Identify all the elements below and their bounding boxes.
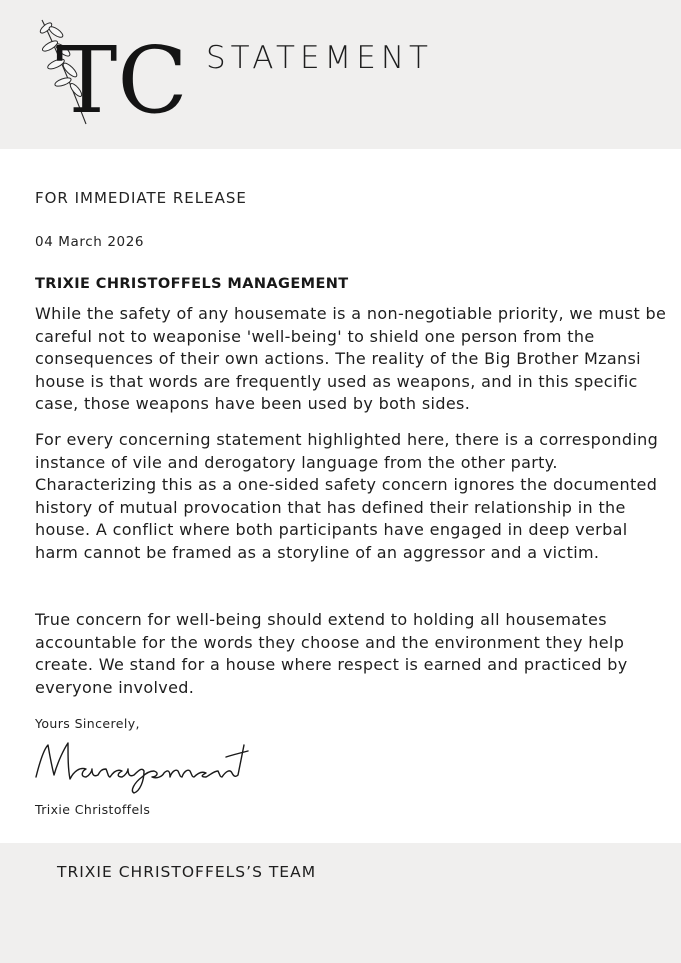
leaf-branch-icon bbox=[34, 12, 188, 134]
release-date: 04 March 2026 bbox=[35, 234, 145, 250]
signature bbox=[30, 731, 255, 799]
release-label: FOR IMMEDIATE RELEASE bbox=[35, 189, 247, 207]
paragraph-2: For every concerning statement highlighted here, there is a corresponding instance of vile and derogatory language from the other party. Characterizing this as a one-sided safety concern ignores the documented history of mutual provocation that has defined their relationship in the house. A conflict where both participants have engaged in deep verbal harm cannot be framed as a storyline of an aggressor and a victim. bbox=[35, 430, 659, 562]
monogram-logo bbox=[34, 12, 188, 134]
footer-band bbox=[0, 843, 681, 963]
signer-name: Trixie Christoffels bbox=[35, 802, 151, 817]
paragraph-3: True concern for well-being should extend to holding all housemates accountable for the words they choose and the environment they help create. We stand for a house where respect is earned and practiced by everyone involved. bbox=[35, 610, 628, 697]
logo-letters: TC bbox=[56, 27, 188, 134]
team-label: TRIXIE CHRISTOFFELS’S TEAM bbox=[57, 863, 317, 881]
paragraph-1: While the safety of any housemate is a non-negotiable priority, we must be careful not to weaponise 'well-being' to shield one person from the consequences of their own actions. The reality of the Big Brother Mzansi house is that words are frequently used as weapons, and in this specific case, those weapons have been used by both sides. bbox=[35, 304, 667, 414]
page-title: STATEMENT bbox=[206, 40, 433, 76]
section-heading: TRIXIE CHRISTOFFELS MANAGEMENT bbox=[35, 276, 349, 292]
closing-line: Yours Sincerely, bbox=[35, 716, 140, 731]
signature-graphic bbox=[30, 731, 255, 799]
